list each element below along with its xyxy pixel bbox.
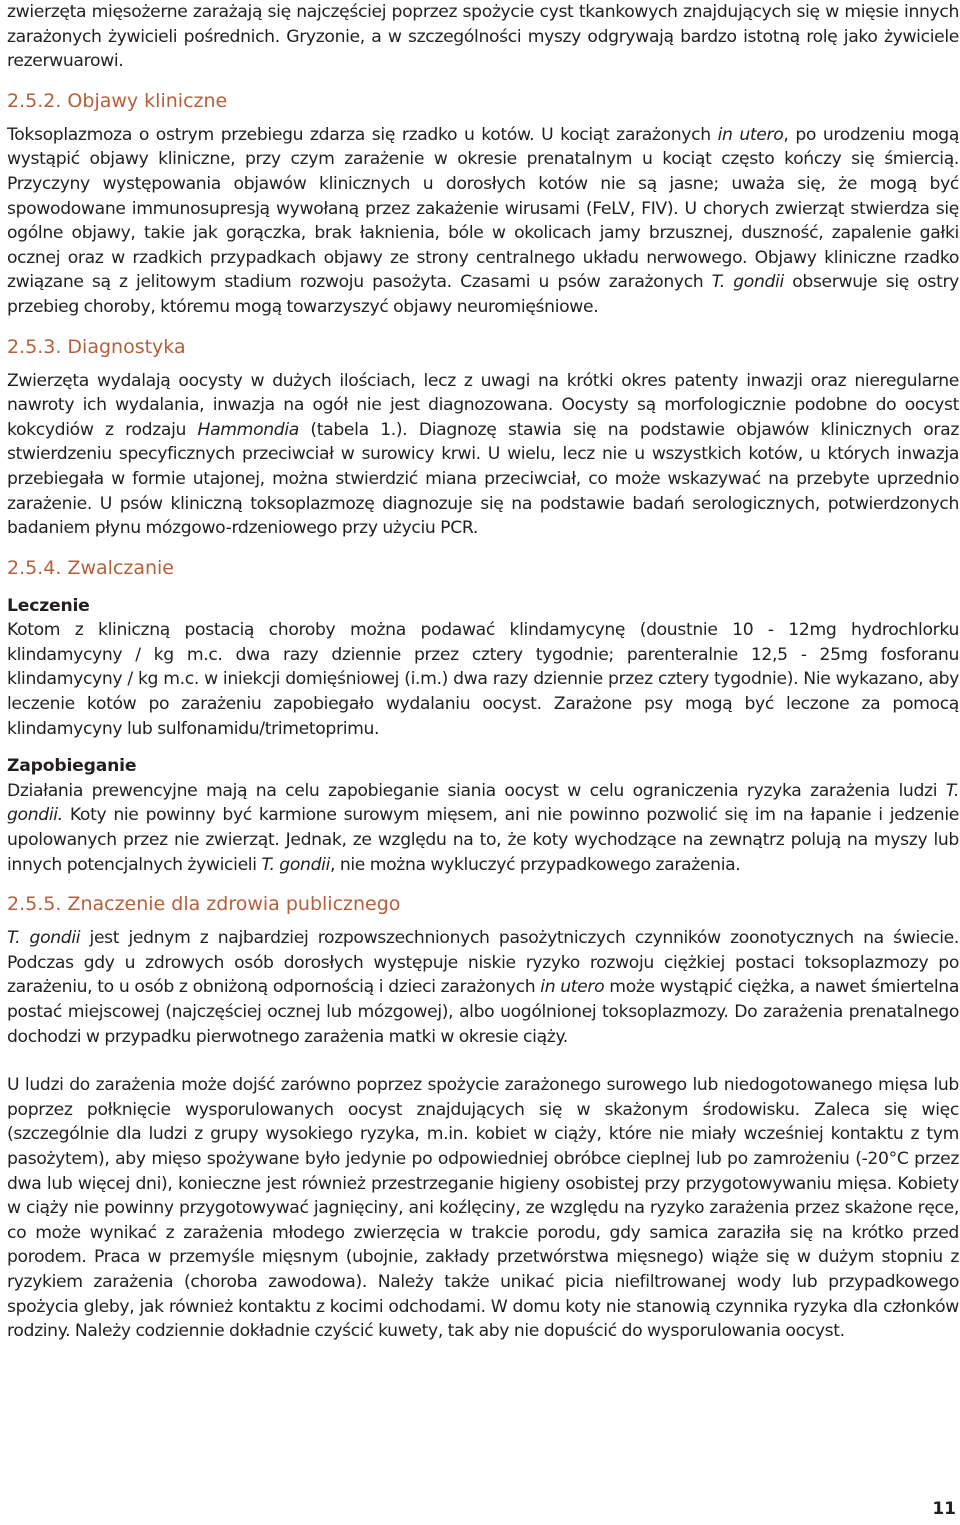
paragraph-zapobieganie — [7, 779, 959, 877]
italic-run: in utero — [540, 977, 605, 998]
italic-run: T. gondii — [7, 928, 81, 949]
italic-run: T. gondii. — [7, 780, 959, 826]
heading-zwalczanie: 2.5.4. Zwalczanie — [7, 556, 174, 579]
text-run: jest jednym z najbardziej rozpowszechnionych pasożytniczych czynników zoonotycznych na świecie. Podczas gdy u zdrowych osób dorosłych występuje niskie ryzyko rozwoju ciężkiej postaci toksoplazmozy po zarażeniu, to u osób z obniżoną odpornością i dzieci zarażonych — [7, 928, 959, 998]
text-run: Koty nie powinny być karmione surowym mięsem, ani nie powinno pozwolić się im na łapanie i jedzenie upolowanych przez nie zwierząt. Jednak, ze względu na to, że koty wychodzące na zewnątrz polują na myszy lub innych potencjalnych żywicieli — [7, 805, 959, 875]
paragraph-leczenie: Kotom z kliniczną postacią choroby można podawać klindamycynę (doustnie 10 - 12mg hydrochlorku klindamycyny / kg m.c. dwa razy dziennie przez cztery tygodnie; parenteralnie 12,5 - 25mg fosforanu klindamycyny / kg m.c. w iniekcji domięśniowej (i.m.) dwa razy dziennie przez cztery tygodnie). Nie wykazano, aby leczenie kotów po zarażeniu zapobiegało wydalaniu oocyst. Zarażone psy mogą być leczone za pomocą klindamycyny lub sulfonamidu/trimetoprimu. — [7, 620, 959, 739]
text-run: obserwuje się ostry przebieg choroby, któremu mogą towarzyszyć objawy neuromięśniowe. — [7, 272, 959, 317]
paragraph-diagnostyka — [7, 369, 959, 541]
italic-run: in utero — [717, 124, 784, 145]
text-run: , po urodzeniu mogą wystąpić objawy kliniczne, przy czym zarażenie w okresie prenatalnym u kociąt często kończy się śmiercią. Przyczyny występowania objawów klinicznych u dorosłych kotów nie są jasne; uważa się, że mogą być spowodowane immunosupresją wywołaną przez zakażenie wirusami (FeLV, FIV). U chorych zwierząt stwierdza się ogólne objawy, takie jak gorączka, brak łaknienia, bóle w okolicach jamy brzusznej, duszność, zapalenie gałki ocznej oraz w rzadkich przypadkach objawy ze strony centralnego układu nerwowego. Objawy kliniczne rzadko związane są z jelitowym stadium rozwoju pasożyta. Czasami u psów zarażonych — [7, 124, 960, 293]
text-run: , nie można wykluczyć przypadkowego zarażenia. — [330, 854, 741, 875]
italic-run: Hammondia — [197, 419, 299, 440]
text-run: może wystąpić ciężka, a nawet śmiertelna postać miejscowej (najczęściej ocznej lub mózgowej), albo uogólnionej toksoplazmozy. Do zarażenia prenatalnego dochodzi w przypadku pierwotnego zarażenia matki w okresie ciąży. — [7, 977, 959, 1047]
heading-zdrowie-publiczne: 2.5.5. Znaczenie dla zdrowia publicznego — [7, 893, 401, 916]
intro-paragraph: zwierzęta mięsożerne zarażają się najczęściej poprzez spożycie cyst tkankowych znajdujących się w mięsie innych zarażonych żywicieli pośrednich. Gryzonie, a w szczególności myszy odgrywają bardzo istotną rolę jako żywiciele rezerwuarowi. — [7, 2, 959, 72]
text-run: (tabela 1.). Diagnozę stawia się na podstawie objawów klinicznych oraz stwierdzeniu specyficznych przeciwciał w surowicy krwi. U wielu, lecz nie u wszystkich kotów, u których inwazja przebiegała w formie utajonej, można stwierdzić miana przeciwciał, co może wskazywać na przebyte uprzednio zarażenie. U psów kliniczną toksoplazmozę diagnozuje się na podstawie badań serologicznych, potwierdzonych badaniem płynu mózgowo-rdzeniowego przy użyciu PCR. — [7, 419, 959, 539]
text-run: Toksoplazmoza o ostrym przebiegu zdarza się rzadko u kotów. U kociąt zarażonych — [7, 124, 718, 145]
heading-diagnostyka: 2.5.3. Diagnostyka — [7, 335, 186, 358]
paragraph-zdrowie-2: U ludzi do zarażenia może dojść zarówno poprzez spożycie zarażonego surowego lub niedogotowanego mięsa lub poprzez połknięcie wysporulowanych oocyst znajdujących się w skażonym środowisku. Zaleca się więc (szczególnie dla ludzi z grupy wysokiego ryzyka, m.in. kobiet w ciąży, które nie miały wcześniej kontaktu z tym pasożytem), aby mięso spożywane było jedynie po odpowiedniej obróbce cieplnej lub po zamrożeniu (-20°C przez dwa lub więcej dni), konieczne jest również przestrzeganie higieny osobistej przy przygotowywaniu mięsa. Kobiety w ciąży nie powinny przygotowywać jagnięciny, ani koźlęciny, ze względu na ryzyko zarażenia przez skażone ręce, co może wynikać z zarażenia młodego zwierzęcia w trakcie porodu, gdy samica zaraziła się na krótko przed porodem. Praca w przemyśle mięsnym (ubojnie, zakłady przetwórstwa mięsnego) wiąże się w dużym stopniu z ryzykiem zarażenia (choroba zawodowa). Należy także unikać picia niefiltrowanej wody lub przypadkowego spożycia gleby, jak również kontaktu z kocimi odchodami. W domu koty nie stanowią czynnika ryzyka dla członków rodziny. Należy codziennie dokładnie czyścić kuwety, tak aby nie dopuścić do wysporulowania oocyst. — [7, 1075, 959, 1342]
page-number: 11 — [932, 1499, 956, 1519]
italic-run: T. gondii — [711, 272, 784, 293]
document-page — [7, 0, 959, 1344]
text-run: Działania prewencyjne mają na celu zapobieganie siania oocyst w celu ograniczenia ryzyka zarażenia ludzi — [7, 780, 946, 801]
text-run: Zwierzęta wydalają oocysty w dużych ilościach, lecz z uwagi na krótki okres patenty inwazji oraz nieregularne nawroty ich wydalania, inwazja na ogół nie jest diagnozowana. Oocysty są morfologicznie podobne do oocyst kokcydiów z rodzaju — [7, 370, 959, 440]
subheading-leczenie: Leczenie — [7, 595, 90, 616]
paragraph-objawy — [7, 123, 959, 320]
heading-objawy-kliniczne: 2.5.2. Objawy kliniczne — [7, 89, 228, 112]
italic-run: T. gondii — [261, 854, 330, 875]
paragraph-zdrowie-1 — [7, 926, 959, 1049]
subheading-zapobieganie: Zapobieganie — [7, 756, 137, 777]
